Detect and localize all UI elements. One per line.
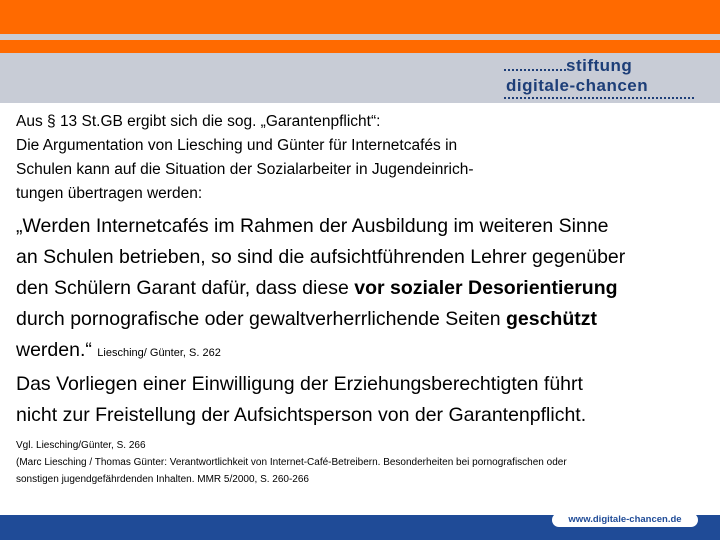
- intro-line-1: Aus § 13 St.GB ergibt sich die sog. „Garantenpflicht“:: [16, 113, 381, 130]
- quote-line-4: [16, 304, 712, 335]
- quote-emphasis-1: vor sozialer Desorientierung: [354, 277, 618, 299]
- intro-line-4: tungen übertragen werden:: [16, 185, 203, 202]
- quote-line-1: „Werden Internetcafés im Rahmen der Ausbildung im weiteren Sinne: [16, 215, 609, 237]
- logo-dotted-line: [504, 69, 566, 71]
- quote-emphasis-2: geschützt: [505, 308, 597, 330]
- intro-line-3: Schulen kann auf die Situation der Sozialarbeiter in Jugendeinrich-: [16, 161, 474, 178]
- logo-underline: [504, 97, 694, 99]
- conclusion-line-2: nicht zur Freistellung der Aufsichtsperson von der Garantenpflicht.: [16, 404, 587, 426]
- quote-line-5: [16, 335, 712, 369]
- quote-line-4-text: durch pornografische oder gewaltverherrlichende Seiten: [16, 308, 506, 330]
- footer-url: www.digitale-chancen.de: [552, 513, 698, 527]
- reference-line-3: sonstigen jugendgefährdenden Inhalten. MMR 5/2000, S. 260-266: [16, 474, 309, 485]
- orange-divider: [0, 40, 720, 53]
- quote-citation: Liesching/ Günter, S. 262: [97, 347, 221, 359]
- reference-line-1: Vgl. Liesching/Günter, S. 266: [16, 440, 146, 451]
- quote-line-3: [16, 273, 712, 304]
- slide-content: [16, 110, 712, 488]
- references: [16, 437, 712, 488]
- stiftung-logo: [504, 57, 700, 101]
- quote-line-2: an Schulen betrieben, so sind die aufsichtführenden Lehrer gegenüber: [16, 246, 626, 268]
- quote-line-3-text: den Schülern Garant dafür, dass diese: [16, 277, 355, 299]
- conclusion-line-1: Das Vorliegen einer Einwilligung der Erziehungsberechtigten führt: [16, 373, 583, 395]
- top-orange-bar: [0, 0, 720, 34]
- reference-line-2: (Marc Liesching / Thomas Günter: Verantwortlichkeit von Internet-Café-Betreibern. Besonderheiten bei pornografischen oder: [16, 457, 567, 468]
- logo-line-1: stiftung: [566, 56, 633, 75]
- intro-line-2: Die Argumentation von Liesching und Günter für Internetcafés in: [16, 137, 458, 154]
- logo-line-2: digitale-chancen: [506, 76, 649, 95]
- quote-line-5-text: werden.“: [16, 339, 98, 361]
